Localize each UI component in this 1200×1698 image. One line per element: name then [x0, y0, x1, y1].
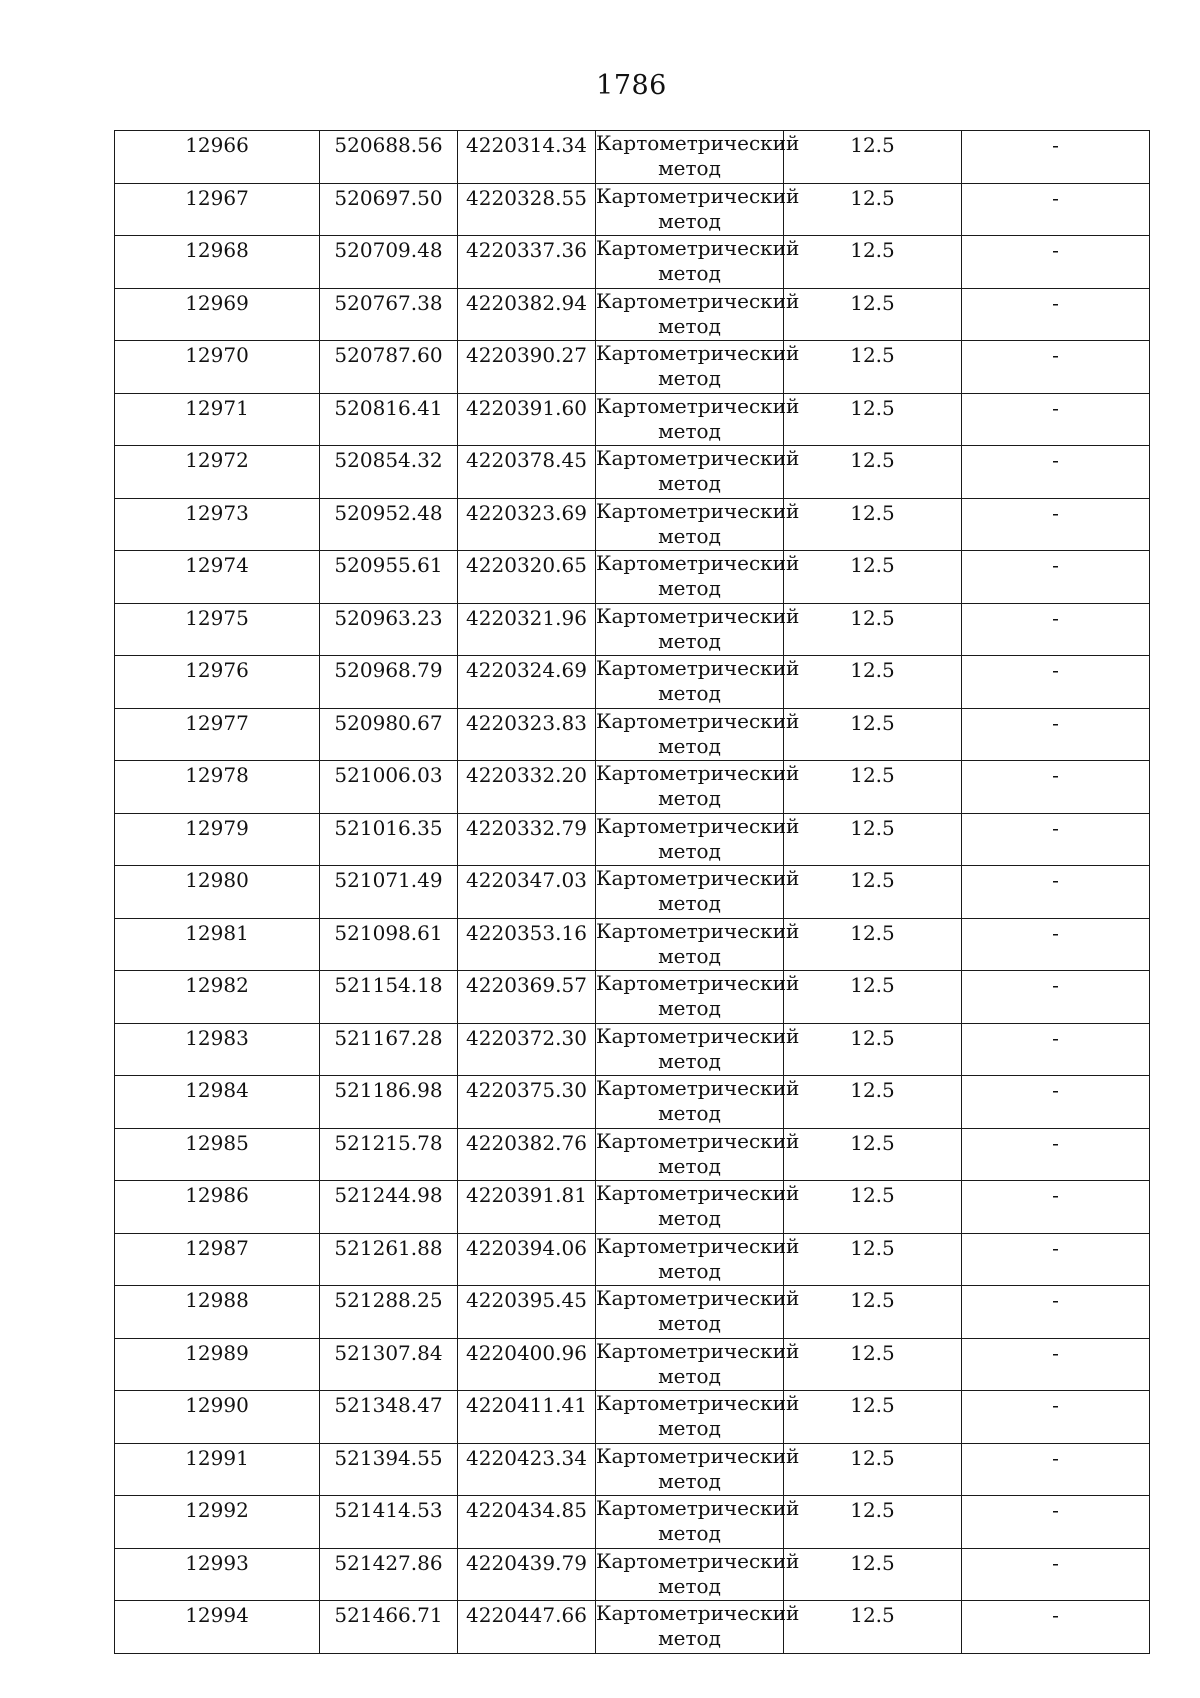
x-coordinate-cell: 520854.32: [320, 446, 458, 499]
y-coordinate-cell: 4220332.79: [458, 813, 596, 866]
y-coordinate-cell: 4220400.96: [458, 1338, 596, 1391]
y-coordinate-cell: 4220394.06: [458, 1233, 596, 1286]
note-cell: -: [962, 1338, 1150, 1391]
table-row: [115, 761, 1150, 814]
y-coordinate-cell: 4220391.60: [458, 393, 596, 446]
point-number-cell: 12967: [115, 183, 320, 236]
note-cell: -: [962, 1548, 1150, 1601]
accuracy-cell: 12.5: [784, 1286, 962, 1339]
note-cell: -: [962, 236, 1150, 289]
y-coordinate-cell: 4220395.45: [458, 1286, 596, 1339]
note-cell: -: [962, 288, 1150, 341]
note-cell: -: [962, 446, 1150, 499]
note-cell: -: [962, 1233, 1150, 1286]
method-cell: Картометрический метод: [596, 1443, 784, 1496]
point-number-cell: 12991: [115, 1443, 320, 1496]
note-cell: -: [962, 1496, 1150, 1549]
x-coordinate-cell: 520767.38: [320, 288, 458, 341]
x-coordinate-cell: 520697.50: [320, 183, 458, 236]
accuracy-cell: 12.5: [784, 603, 962, 656]
point-number-cell: 12979: [115, 813, 320, 866]
table-row: [115, 1128, 1150, 1181]
method-cell: Картометрический метод: [596, 656, 784, 709]
note-cell: -: [962, 866, 1150, 919]
table-row: [115, 1076, 1150, 1129]
method-cell: Картометрический метод: [596, 1286, 784, 1339]
accuracy-cell: 12.5: [784, 971, 962, 1024]
note-cell: -: [962, 1023, 1150, 1076]
method-cell: Картометрический метод: [596, 1548, 784, 1601]
point-number-cell: 12994: [115, 1601, 320, 1654]
method-cell: Картометрический метод: [596, 1601, 784, 1654]
accuracy-cell: 12.5: [784, 918, 962, 971]
accuracy-cell: 12.5: [784, 288, 962, 341]
table-row: [115, 603, 1150, 656]
table-row: [115, 1181, 1150, 1234]
y-coordinate-cell: 4220372.30: [458, 1023, 596, 1076]
point-number-cell: 12983: [115, 1023, 320, 1076]
y-coordinate-cell: 4220378.45: [458, 446, 596, 499]
table-row: [115, 1496, 1150, 1549]
note-cell: -: [962, 656, 1150, 709]
method-cell: Картометрический метод: [596, 1338, 784, 1391]
table-row: [115, 1443, 1150, 1496]
point-number-cell: 12978: [115, 761, 320, 814]
method-cell: Картометрический метод: [596, 1128, 784, 1181]
y-coordinate-cell: 4220382.94: [458, 288, 596, 341]
table-row: [115, 341, 1150, 394]
table-row: [115, 393, 1150, 446]
table-row: [115, 288, 1150, 341]
table-row: [115, 708, 1150, 761]
table-row: [115, 1286, 1150, 1339]
table-row: [115, 1023, 1150, 1076]
method-cell: Картометрический метод: [596, 1181, 784, 1234]
x-coordinate-cell: 520709.48: [320, 236, 458, 289]
x-coordinate-cell: 521466.71: [320, 1601, 458, 1654]
x-coordinate-cell: 521244.98: [320, 1181, 458, 1234]
note-cell: -: [962, 813, 1150, 866]
accuracy-cell: 12.5: [784, 1023, 962, 1076]
y-coordinate-cell: 4220439.79: [458, 1548, 596, 1601]
x-coordinate-cell: 521006.03: [320, 761, 458, 814]
page-number: 1786: [596, 70, 667, 101]
point-number-cell: 12984: [115, 1076, 320, 1129]
point-number-cell: 12993: [115, 1548, 320, 1601]
note-cell: -: [962, 131, 1150, 184]
method-cell: Картометрический метод: [596, 708, 784, 761]
point-number-cell: 12985: [115, 1128, 320, 1181]
y-coordinate-cell: 4220411.41: [458, 1391, 596, 1444]
accuracy-cell: 12.5: [784, 1601, 962, 1654]
x-coordinate-cell: 521167.28: [320, 1023, 458, 1076]
table-row: [115, 1338, 1150, 1391]
accuracy-cell: 12.5: [784, 1443, 962, 1496]
method-cell: Картометрический метод: [596, 1391, 784, 1444]
note-cell: -: [962, 708, 1150, 761]
method-cell: Картометрический метод: [596, 1023, 784, 1076]
y-coordinate-cell: 4220337.36: [458, 236, 596, 289]
accuracy-cell: 12.5: [784, 1233, 962, 1286]
note-cell: -: [962, 918, 1150, 971]
y-coordinate-cell: 4220423.34: [458, 1443, 596, 1496]
x-coordinate-cell: 521414.53: [320, 1496, 458, 1549]
note-cell: -: [962, 603, 1150, 656]
method-cell: Картометрический метод: [596, 1076, 784, 1129]
x-coordinate-cell: 521348.47: [320, 1391, 458, 1444]
y-coordinate-cell: 4220323.83: [458, 708, 596, 761]
y-coordinate-cell: 4220390.27: [458, 341, 596, 394]
point-number-cell: 12989: [115, 1338, 320, 1391]
method-cell: Картометрический метод: [596, 288, 784, 341]
note-cell: -: [962, 1181, 1150, 1234]
accuracy-cell: 12.5: [784, 393, 962, 446]
x-coordinate-cell: 520787.60: [320, 341, 458, 394]
x-coordinate-cell: 520816.41: [320, 393, 458, 446]
point-number-cell: 12992: [115, 1496, 320, 1549]
method-cell: Картометрический метод: [596, 551, 784, 604]
point-number-cell: 12972: [115, 446, 320, 499]
accuracy-cell: 12.5: [784, 1391, 962, 1444]
point-number-cell: 12968: [115, 236, 320, 289]
x-coordinate-cell: 521215.78: [320, 1128, 458, 1181]
accuracy-cell: 12.5: [784, 1548, 962, 1601]
note-cell: -: [962, 183, 1150, 236]
x-coordinate-cell: 521288.25: [320, 1286, 458, 1339]
x-coordinate-cell: 521394.55: [320, 1443, 458, 1496]
note-cell: -: [962, 393, 1150, 446]
table-row: [115, 813, 1150, 866]
x-coordinate-cell: 521098.61: [320, 918, 458, 971]
accuracy-cell: 12.5: [784, 341, 962, 394]
coordinates-table: [114, 130, 1150, 1654]
y-coordinate-cell: 4220382.76: [458, 1128, 596, 1181]
note-cell: -: [962, 498, 1150, 551]
point-number-cell: 12987: [115, 1233, 320, 1286]
table-row: [115, 656, 1150, 709]
method-cell: Картометрический метод: [596, 1233, 784, 1286]
note-cell: -: [962, 761, 1150, 814]
x-coordinate-cell: 521186.98: [320, 1076, 458, 1129]
method-cell: Картометрический метод: [596, 918, 784, 971]
method-cell: Картометрический метод: [596, 1496, 784, 1549]
point-number-cell: 12969: [115, 288, 320, 341]
method-cell: Картометрический метод: [596, 446, 784, 499]
method-cell: Картометрический метод: [596, 971, 784, 1024]
point-number-cell: 12982: [115, 971, 320, 1024]
table-row: [115, 1233, 1150, 1286]
x-coordinate-cell: 520968.79: [320, 656, 458, 709]
table-row: [115, 971, 1150, 1024]
method-cell: Картометрический метод: [596, 866, 784, 919]
note-cell: -: [962, 971, 1150, 1024]
accuracy-cell: 12.5: [784, 498, 962, 551]
method-cell: Картометрический метод: [596, 393, 784, 446]
note-cell: -: [962, 551, 1150, 604]
note-cell: -: [962, 1443, 1150, 1496]
method-cell: Картометрический метод: [596, 813, 784, 866]
accuracy-cell: 12.5: [784, 1338, 962, 1391]
x-coordinate-cell: 520980.67: [320, 708, 458, 761]
accuracy-cell: 12.5: [784, 813, 962, 866]
x-coordinate-cell: 521016.35: [320, 813, 458, 866]
method-cell: Картометрический метод: [596, 341, 784, 394]
table-row: [115, 551, 1150, 604]
x-coordinate-cell: 520955.61: [320, 551, 458, 604]
table-row: [115, 866, 1150, 919]
accuracy-cell: 12.5: [784, 1181, 962, 1234]
y-coordinate-cell: 4220447.66: [458, 1601, 596, 1654]
method-cell: Картометрический метод: [596, 761, 784, 814]
note-cell: -: [962, 341, 1150, 394]
x-coordinate-cell: 521307.84: [320, 1338, 458, 1391]
x-coordinate-cell: 520688.56: [320, 131, 458, 184]
y-coordinate-cell: 4220320.65: [458, 551, 596, 604]
x-coordinate-cell: 520963.23: [320, 603, 458, 656]
y-coordinate-cell: 4220324.69: [458, 656, 596, 709]
accuracy-cell: 12.5: [784, 183, 962, 236]
y-coordinate-cell: 4220328.55: [458, 183, 596, 236]
table-row: [115, 918, 1150, 971]
x-coordinate-cell: 521261.88: [320, 1233, 458, 1286]
accuracy-cell: 12.5: [784, 446, 962, 499]
method-cell: Картометрический метод: [596, 183, 784, 236]
note-cell: -: [962, 1391, 1150, 1444]
table-row: [115, 498, 1150, 551]
point-number-cell: 12977: [115, 708, 320, 761]
point-number-cell: 12988: [115, 1286, 320, 1339]
point-number-cell: 12970: [115, 341, 320, 394]
table-row: [115, 131, 1150, 184]
y-coordinate-cell: 4220353.16: [458, 918, 596, 971]
method-cell: Картометрический метод: [596, 131, 784, 184]
point-number-cell: 12976: [115, 656, 320, 709]
y-coordinate-cell: 4220323.69: [458, 498, 596, 551]
point-number-cell: 12974: [115, 551, 320, 604]
x-coordinate-cell: 521427.86: [320, 1548, 458, 1601]
x-coordinate-cell: 521154.18: [320, 971, 458, 1024]
x-coordinate-cell: 521071.49: [320, 866, 458, 919]
point-number-cell: 12981: [115, 918, 320, 971]
table-row: [115, 1391, 1150, 1444]
point-number-cell: 12975: [115, 603, 320, 656]
note-cell: -: [962, 1286, 1150, 1339]
point-number-cell: 12973: [115, 498, 320, 551]
point-number-cell: 12980: [115, 866, 320, 919]
note-cell: -: [962, 1076, 1150, 1129]
table-row: [115, 446, 1150, 499]
accuracy-cell: 12.5: [784, 761, 962, 814]
table-row: [115, 183, 1150, 236]
point-number-cell: 12966: [115, 131, 320, 184]
table-row: [115, 236, 1150, 289]
accuracy-cell: 12.5: [784, 708, 962, 761]
accuracy-cell: 12.5: [784, 1496, 962, 1549]
note-cell: -: [962, 1128, 1150, 1181]
table-row: [115, 1548, 1150, 1601]
y-coordinate-cell: 4220314.34: [458, 131, 596, 184]
y-coordinate-cell: 4220434.85: [458, 1496, 596, 1549]
method-cell: Картометрический метод: [596, 603, 784, 656]
method-cell: Картометрический метод: [596, 498, 784, 551]
accuracy-cell: 12.5: [784, 1128, 962, 1181]
point-number-cell: 12971: [115, 393, 320, 446]
method-cell: Картометрический метод: [596, 236, 784, 289]
accuracy-cell: 12.5: [784, 656, 962, 709]
y-coordinate-cell: 4220347.03: [458, 866, 596, 919]
accuracy-cell: 12.5: [784, 551, 962, 604]
accuracy-cell: 12.5: [784, 1076, 962, 1129]
y-coordinate-cell: 4220321.96: [458, 603, 596, 656]
accuracy-cell: 12.5: [784, 131, 962, 184]
coordinates-table-body: [115, 131, 1150, 1654]
y-coordinate-cell: 4220375.30: [458, 1076, 596, 1129]
x-coordinate-cell: 520952.48: [320, 498, 458, 551]
y-coordinate-cell: 4220332.20: [458, 761, 596, 814]
note-cell: -: [962, 1601, 1150, 1654]
point-number-cell: 12990: [115, 1391, 320, 1444]
y-coordinate-cell: 4220369.57: [458, 971, 596, 1024]
accuracy-cell: 12.5: [784, 236, 962, 289]
point-number-cell: 12986: [115, 1181, 320, 1234]
y-coordinate-cell: 4220391.81: [458, 1181, 596, 1234]
table-row: [115, 1601, 1150, 1654]
accuracy-cell: 12.5: [784, 866, 962, 919]
